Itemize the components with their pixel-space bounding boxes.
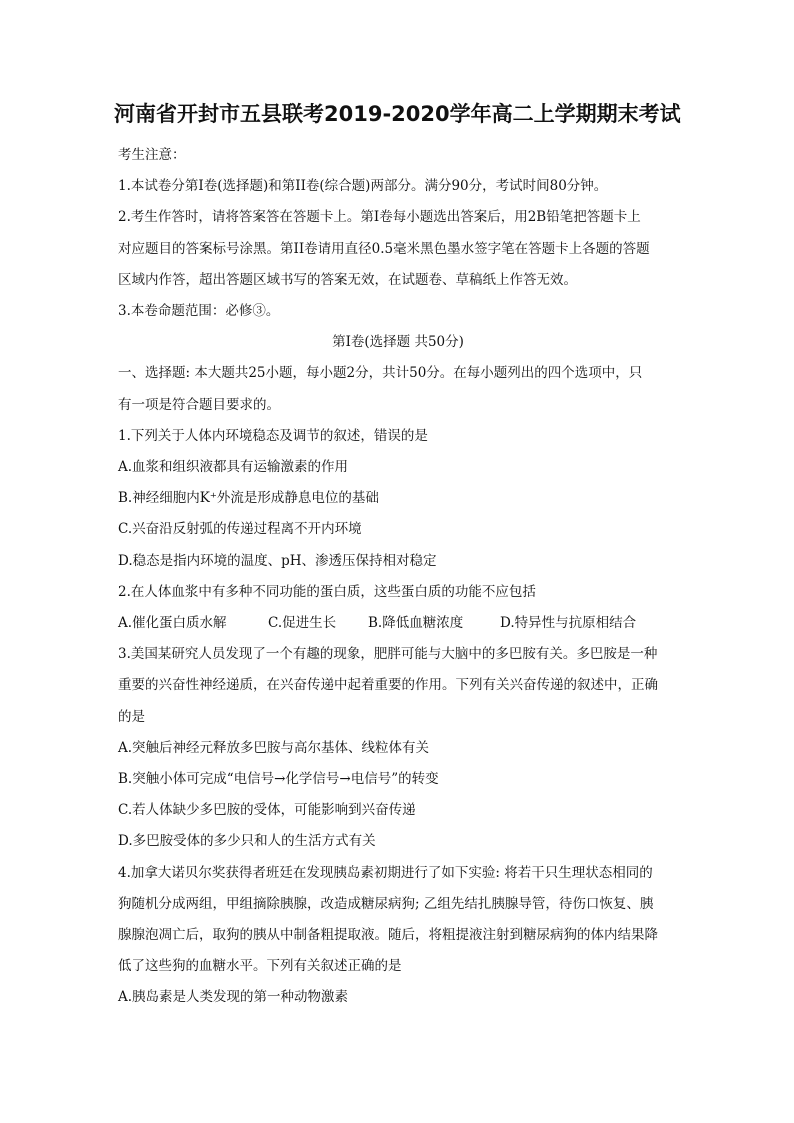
question-stem-line-4: 低了这些狗的血糖水平。下列有关叙述正确的是: [118, 958, 402, 975]
question-stem: 1.下列关于人体内环境稳态及调节的叙述，错误的是: [118, 427, 428, 444]
option-a: A.胰岛素是人类发现的第一种动物激素: [118, 989, 349, 1006]
exam-page: [114, 100, 681, 1014]
option-a: A.血浆和组织液都具有运输激素的作用: [118, 459, 349, 476]
option-b: B.降低血糖浓度: [368, 615, 464, 632]
option-a: A.突触后神经元释放多巴胺与高尔基体、线粒体有关: [118, 739, 430, 756]
question-stem-line-2: 重要的兴奋性神经递质，在兴奋传递中起着重要的作用。下列有关兴奋传递的叙述中，正确: [118, 677, 658, 694]
question-2: [118, 577, 678, 639]
notice-item-3: 3.本卷命题范围：必修③。: [118, 303, 280, 320]
part1-intro-line-2: 有一项是符合题目要求的。: [118, 396, 280, 413]
option-a: A.催化蛋白质水解: [118, 615, 227, 632]
notice-item-2-line-2: 对应题目的答案标号涂黑。第II卷请用直径0.5毫米黑色墨水签字笔在答题卡上各题的答题: [118, 240, 650, 257]
question-stem-line-1: 3.美国某研究人员发现了一个有趣的现象，肥胖可能与大脑中的多巴胺有关。多巴胺是一种: [118, 646, 658, 663]
question-1: [118, 421, 678, 577]
option-d: D.特异性与抗原相结合: [500, 615, 637, 632]
section-title: 第I卷(选择题 共50分): [332, 334, 464, 351]
option-b: B.突触小体可完成“电信号→化学信号→电信号”的转变: [118, 771, 439, 788]
question-stem: 2.在人体血浆中有多种不同功能的蛋白质，这些蛋白质的功能不应包括: [118, 583, 536, 600]
question-stem-line-2: 狗随机分成两组，甲组摘除胰腺，改造成糖尿病狗; 乙组先结扎胰腺导管，待伤口恢复、胰: [118, 895, 654, 912]
notice-block: [118, 140, 678, 327]
option-b: B.神经细胞内K⁺外流是形成静息电位的基础: [118, 490, 379, 507]
notice-item-2-line-1: 2.考生作答时，请将答案答在答题卡上。第I卷每小题选出答案后，用2B铅笔把答题卡上: [118, 209, 641, 226]
notice-heading: 考生注意：: [118, 147, 186, 163]
option-c: C.兴奋沿反射弧的传递过程离不开内环境: [118, 521, 362, 538]
question-3: [118, 639, 678, 857]
option-c: C.促进生长: [268, 615, 337, 632]
question-stem-line-1: 4.加拿大诺贝尔奖获得者班廷在发现胰岛素初期进行了如下实验: 将若干只生理状态相同的: [118, 864, 653, 881]
question-4: [118, 858, 678, 1014]
question-stem-line-3: 的是: [118, 708, 145, 725]
option-d: D.稳态是指内环境的温度、pH、渗透压保持相对稳定: [118, 552, 437, 569]
option-d: D.多巴胺受体的多少只和人的生活方式有关: [118, 833, 376, 850]
part1-intro-line-1: 一、选择题: 本大题共25小题，每小题2分，共计50分。在每小题列出的四个选项中，只: [118, 365, 643, 382]
option-c: C.若人体缺少多巴胺的受体，可能影响到兴奋传递: [118, 802, 416, 819]
exam-title: 河南省开封市五县联考2019-2020学年高二上学期期末考试: [114, 102, 681, 126]
options-row: [118, 608, 678, 639]
notice-item-2-line-3: 区域内作答，超出答题区域书写的答案无效，在试题卷、草稿纸上作答无效。: [118, 271, 577, 288]
question-stem-line-3: 腺腺泡凋亡后，取狗的胰从中制备粗提取液。随后，将粗提液注射到糖尿病狗的体内结果降: [118, 927, 658, 944]
notice-item-1: 1.本试卷分第I卷(选择题)和第II卷(综合题)两部分。满分90分，考试时间80分钟。: [118, 178, 608, 195]
